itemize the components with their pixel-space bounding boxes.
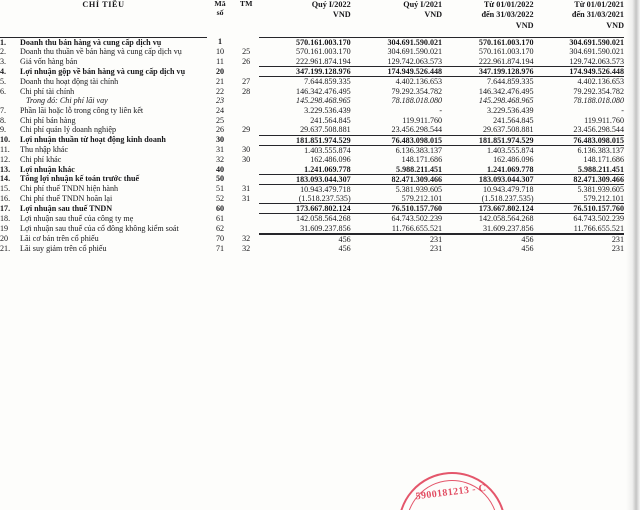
row-value: -: [439, 106, 443, 116]
row-label-wrap: [0, 106, 207, 116]
row-code: 30: [216, 135, 225, 145]
row-tm: [233, 116, 259, 126]
table-row: [0, 155, 624, 165]
row-code: 1: [218, 37, 223, 47]
row-label: [0, 244, 207, 254]
col2-line1: Từ 01/01/2022: [483, 0, 534, 9]
column-header-quy-1-2021: [351, 0, 442, 31]
row-label-text: Lợi nhuận khác: [20, 164, 75, 174]
row-value: 10.943.479.718: [482, 184, 534, 194]
row-label-text: Lợi nhuận thuần từ hoạt động kinh doanh: [20, 135, 166, 145]
row-label: [0, 37, 207, 47]
row-label: [0, 234, 207, 244]
row-label-text: Doanh thu hoạt động tài chính: [20, 76, 119, 86]
row-number: 8.: [0, 115, 7, 125]
row-label-wrap: [0, 174, 207, 184]
row-tm: [233, 135, 259, 145]
row-code: 60: [216, 203, 225, 213]
row-value: 456: [521, 243, 534, 253]
row-value: 29.637.508.881: [259, 125, 350, 135]
row-value: 162.486.096: [310, 154, 351, 164]
row-label-text: Chi phí thuế TNDN hoãn lại: [20, 194, 113, 204]
row-label-text: Giá vốn hàng bán: [20, 57, 78, 67]
row-value: 31.609.237.856: [259, 224, 350, 234]
table-row: [0, 96, 624, 106]
table-row: [0, 234, 624, 244]
row-value: 31.609.237.856: [442, 224, 533, 234]
table-row: [0, 37, 624, 47]
row-value: (1.518.237.535): [442, 194, 533, 204]
row-label-wrap: [0, 244, 207, 254]
row-label-text: Lợi nhuận sau thuế của cổ đông không kiểm soát: [20, 223, 179, 233]
page-edge-shadow: [626, 0, 640, 510]
row-tm: [233, 165, 259, 175]
row-label: [0, 87, 207, 97]
row-value: 241.564.845: [493, 115, 534, 125]
row-value: 6.136.383.137: [577, 145, 624, 155]
row-value: 119.911.760: [584, 115, 624, 125]
row-code: 52: [216, 194, 225, 204]
row-label-wrap: [0, 224, 207, 234]
row-label: [0, 106, 207, 116]
row-label: [0, 145, 207, 155]
ma-so-line1: Mã: [214, 0, 226, 8]
row-label-wrap: [0, 145, 207, 155]
col0-unit: VND: [332, 10, 351, 20]
row-value: 79.292.354.782: [573, 86, 624, 96]
row-value: 241.564.845: [310, 115, 351, 125]
row-value: 23.456.298.544: [351, 125, 442, 135]
table-body: [0, 37, 624, 253]
row-value: 579.212.101: [534, 194, 624, 204]
row-label-wrap: [0, 47, 207, 57]
row-value: 76.510.157.760: [534, 204, 624, 214]
column-header-tm: TM: [239, 0, 253, 8]
row-tm: [233, 214, 259, 224]
row-label: [0, 135, 207, 145]
row-value: 119.911.760: [402, 115, 443, 125]
row-tm: [233, 106, 259, 116]
row-label-wrap: [0, 77, 207, 87]
row-value: 304.691.590.021: [387, 47, 443, 57]
table-row: [0, 116, 624, 126]
row-value: 23.456.298.544: [534, 125, 624, 135]
table-header: [0, 0, 624, 37]
row-label-text: Thu nhập khác: [20, 145, 69, 155]
column-header-ma-so: [207, 0, 233, 31]
col2-line2: đến 31/03/2022: [481, 10, 534, 20]
row-label: [0, 77, 207, 87]
row-label-text: Lợi nhuận sau thuế TNDN: [20, 203, 113, 213]
table-row: [0, 165, 624, 175]
column-header-chi-tieu: CHỈ TIÊU: [82, 0, 125, 9]
row-value: 146.342.476.495: [296, 86, 351, 96]
table-row: [0, 204, 624, 214]
row-value: 142.058.564.268: [296, 214, 351, 224]
row-value: 82.471.309.466: [351, 174, 442, 184]
row-label-wrap: [0, 87, 207, 97]
row-label-wrap: [0, 194, 207, 204]
row-value: 231: [611, 234, 624, 244]
row-number: 17.: [0, 203, 11, 213]
row-number: 9.: [0, 125, 7, 135]
row-label: [0, 184, 207, 194]
row-number: 20: [0, 233, 9, 243]
column-header-quy-1-2022: [259, 0, 350, 31]
row-value: 4.402.136.653: [577, 77, 624, 87]
row-label: [0, 96, 207, 106]
row-value: 181.851.974.529: [442, 135, 533, 145]
col2-unit: VND: [515, 20, 534, 30]
row-number: 2.: [0, 47, 7, 57]
col1-line1: Quý I/2021: [403, 0, 443, 9]
row-value: 570.161.003.170: [296, 37, 351, 47]
row-number: 12.: [0, 154, 11, 164]
row-tm: 32: [242, 243, 251, 253]
row-label: [0, 47, 207, 57]
row-label-wrap: [0, 155, 207, 165]
row-code: 25: [216, 115, 225, 125]
row-label-wrap: [0, 125, 207, 135]
row-value: 29.637.508.881: [442, 125, 533, 135]
row-value: 1.241.069.778: [442, 165, 533, 175]
row-number: 1.: [0, 37, 7, 47]
row-label-text: Tổng lợi nhuận kế toán trước thuế: [20, 174, 140, 184]
row-number: 4.: [0, 66, 7, 76]
row-label-text: Lợi nhuận sau thuế của công ty mẹ: [20, 213, 134, 223]
row-number: 21.: [0, 243, 11, 253]
ma-so-line2: số: [216, 7, 224, 17]
row-value: 129.742.063.573: [534, 57, 624, 67]
row-value: 79.292.354.782: [391, 86, 443, 96]
col3-line1: Từ 01/01/2021: [574, 0, 624, 9]
row-value: 148.171.686: [401, 154, 443, 164]
row-number: 18.: [0, 213, 11, 223]
row-value: 129.742.063.573: [351, 57, 442, 67]
row-value: 174.949.526.448: [534, 67, 624, 77]
row-tm: 30: [242, 154, 251, 164]
row-tm: 29: [242, 125, 251, 135]
table-row: [0, 77, 624, 87]
row-value: 304.691.590.021: [569, 37, 624, 47]
row-label-text: Chi phí khác: [20, 154, 62, 164]
row-value: 145.298.468.965: [478, 96, 534, 106]
row-tm: 31: [242, 194, 251, 204]
table-row: [0, 67, 624, 77]
row-tm: 32: [242, 233, 251, 243]
row-value: 148.171.686: [583, 154, 624, 164]
row-label-text: Chi phí thuế TNDN hiện hành: [20, 184, 119, 194]
row-code: 22: [216, 86, 225, 96]
row-value: 142.058.564.268: [478, 214, 534, 224]
row-label-wrap: [0, 204, 207, 214]
row-number: 13.: [0, 164, 11, 174]
row-label: [0, 174, 207, 184]
row-value: 570.161.003.170: [478, 37, 534, 47]
row-number: 3.: [0, 57, 7, 67]
col3-unit: VND: [606, 20, 624, 30]
column-header-ytd-2022: [442, 0, 533, 31]
row-value: 183.093.044.307: [442, 174, 533, 184]
row-tm: [233, 96, 259, 106]
row-value: 1.403.555.874: [304, 145, 351, 155]
row-value: 5.988.211.451: [534, 165, 624, 175]
row-label: [0, 116, 207, 126]
row-value: 76.483.098.015: [351, 135, 442, 145]
row-label-text: Trong đó: Chi phí lãi vay: [26, 96, 108, 106]
row-number: 5.: [0, 76, 7, 86]
row-label-text: Lợi nhuận gộp về bán hàng và cung cấp dịch vụ: [20, 66, 186, 76]
row-label: [0, 204, 207, 214]
row-code: 26: [216, 125, 225, 135]
row-value: 1.403.555.874: [487, 145, 534, 155]
row-code: 51: [216, 184, 225, 194]
row-tm: [233, 204, 259, 214]
row-value: 173.667.802.124: [442, 204, 533, 214]
row-label-wrap: [0, 234, 207, 244]
col3-line2: đến 31/03/2021: [571, 10, 624, 20]
row-tm: 30: [242, 145, 251, 155]
row-tm: [233, 224, 259, 234]
row-label-wrap: [0, 165, 207, 175]
row-code: 21: [216, 76, 225, 86]
row-value: 4.402.136.653: [395, 77, 443, 87]
income-statement-table: [0, 0, 624, 253]
row-value: 145.298.468.965: [296, 96, 351, 106]
row-code: 50: [216, 174, 225, 184]
row-value: 456: [338, 234, 351, 244]
row-value: 579.212.101: [351, 194, 442, 204]
row-label-wrap: [0, 67, 207, 77]
row-number: 19: [0, 223, 9, 233]
row-label-text: Lãi cơ bản trên cổ phiếu: [20, 233, 99, 243]
table-row: [0, 244, 624, 254]
row-label: [0, 57, 207, 67]
row-number: 14.: [0, 174, 11, 184]
row-label-text: Chi phí bán hàng: [20, 115, 76, 125]
row-value: 64.743.502.239: [573, 214, 624, 224]
row-value: 347.199.128.976: [442, 67, 533, 77]
row-label: [0, 155, 207, 165]
row-number: 15.: [0, 184, 11, 194]
table-row: [0, 184, 624, 194]
row-code: 40: [216, 164, 225, 174]
table-row: [0, 87, 624, 97]
row-label: [0, 194, 207, 204]
row-value: 5.381.939.605: [395, 184, 443, 194]
row-code: 71: [216, 243, 225, 253]
seal-text: 5900181213 - C: [415, 482, 487, 503]
row-value: 456: [338, 243, 351, 253]
row-value: 76.483.098.015: [534, 135, 624, 145]
row-label-text: Chi phí tài chính: [20, 86, 75, 96]
table-row: [0, 214, 624, 224]
row-value: 173.667.802.124: [259, 204, 350, 214]
row-label-wrap: [0, 116, 207, 126]
table-row: [0, 106, 624, 116]
row-number: 7.: [0, 106, 7, 116]
row-value: 304.691.590.021: [569, 47, 624, 57]
row-label-wrap: [0, 184, 207, 194]
row-tm: [233, 67, 259, 77]
row-value: 11.766.655.521: [351, 224, 442, 234]
row-tm: 31: [242, 184, 251, 194]
row-value: 1.241.069.778: [259, 165, 350, 175]
row-value: 181.851.974.529: [259, 135, 350, 145]
row-value: 162.486.096: [493, 154, 534, 164]
row-value: 146.342.476.495: [478, 86, 534, 96]
row-number: 10.: [0, 135, 11, 145]
row-label-wrap: [0, 57, 207, 67]
row-code: 70: [216, 233, 225, 243]
row-value: 11.766.655.521: [534, 224, 624, 234]
row-value: 5.381.939.605: [577, 184, 624, 194]
row-code: 61: [216, 213, 225, 223]
row-label-text: Chi phí quản lý doanh nghiệp: [20, 125, 116, 135]
table-row: [0, 47, 624, 57]
row-label-text: Phần lãi hoặc lỗ trong công ty liên kết: [20, 106, 144, 116]
row-code: 10: [216, 47, 225, 57]
row-value: 7.644.859.335: [304, 77, 351, 87]
row-value: 570.161.003.170: [478, 47, 534, 57]
row-value: 3.229.536.439: [487, 106, 534, 116]
table-row: [0, 224, 624, 234]
row-label: [0, 67, 207, 77]
row-value: 6.136.383.137: [395, 145, 443, 155]
row-tm: 25: [242, 47, 251, 57]
table-row: [0, 145, 624, 155]
row-value: 76.510.157.760: [351, 204, 442, 214]
row-tm: [233, 174, 259, 184]
row-value: 5.988.211.451: [351, 165, 442, 175]
row-value: 231: [429, 243, 443, 253]
row-value: 64.743.502.239: [391, 214, 443, 224]
row-code: 31: [216, 145, 225, 155]
row-value: 231: [611, 243, 624, 253]
table-row: [0, 125, 624, 135]
row-number: 11.: [0, 145, 10, 155]
row-value: 347.199.128.976: [259, 67, 350, 77]
row-label: [0, 165, 207, 175]
row-value: 304.691.590.021: [387, 37, 443, 47]
table-row: [0, 194, 624, 204]
row-value: 78.188.018.080: [573, 96, 624, 106]
row-code: 11: [216, 57, 224, 67]
table-row: [0, 57, 624, 67]
col1-unit: VND: [424, 10, 443, 20]
row-number: 6.: [0, 86, 7, 96]
table-row: [0, 135, 624, 145]
row-value: 78.188.018.080: [391, 96, 443, 106]
row-value: 82.471.309.466: [534, 174, 624, 184]
row-label-text: Doanh thu bán hàng và cung cấp dịch vụ: [20, 37, 162, 47]
row-code: 23: [216, 96, 225, 106]
row-value: 222.961.874.194: [442, 57, 533, 67]
row-label-wrap: [0, 38, 207, 48]
company-seal-stamp: [394, 468, 509, 510]
row-code: 24: [216, 106, 225, 116]
row-value: -: [621, 106, 624, 116]
row-label-wrap: [0, 214, 207, 224]
row-number: 16.: [0, 194, 11, 204]
row-tm: 28: [242, 86, 251, 96]
row-value: 456: [521, 234, 534, 244]
table-row: [0, 174, 624, 184]
row-code: 32: [216, 154, 225, 164]
row-value: 222.961.874.194: [259, 57, 350, 67]
col0-line1: Quý I/2022: [311, 0, 351, 9]
row-tm: [233, 37, 259, 47]
row-code: 62: [216, 223, 225, 233]
row-label-text: Lãi suy giảm trên cổ phiếu: [20, 243, 107, 253]
row-value: 10.943.479.718: [300, 184, 351, 194]
row-tm: 27: [242, 76, 251, 86]
row-label: [0, 224, 207, 234]
row-value: 174.949.526.448: [351, 67, 442, 77]
row-label: [0, 125, 207, 135]
column-header-ytd-2021: [534, 0, 624, 31]
row-label: [0, 214, 207, 224]
row-label-text: Doanh thu thuần về bán hàng và cung cấp dịch vụ: [20, 47, 182, 57]
row-value: 3.229.536.439: [304, 106, 351, 116]
row-value: 183.093.044.307: [259, 174, 350, 184]
row-tm: 26: [242, 57, 251, 67]
row-value: 7.644.859.335: [487, 77, 534, 87]
row-value: 570.161.003.170: [296, 47, 351, 57]
row-code: 20: [216, 66, 225, 76]
row-value: 231: [429, 234, 443, 244]
row-label-wrap: [0, 135, 207, 145]
row-value: (1.518.237.535): [259, 194, 350, 204]
